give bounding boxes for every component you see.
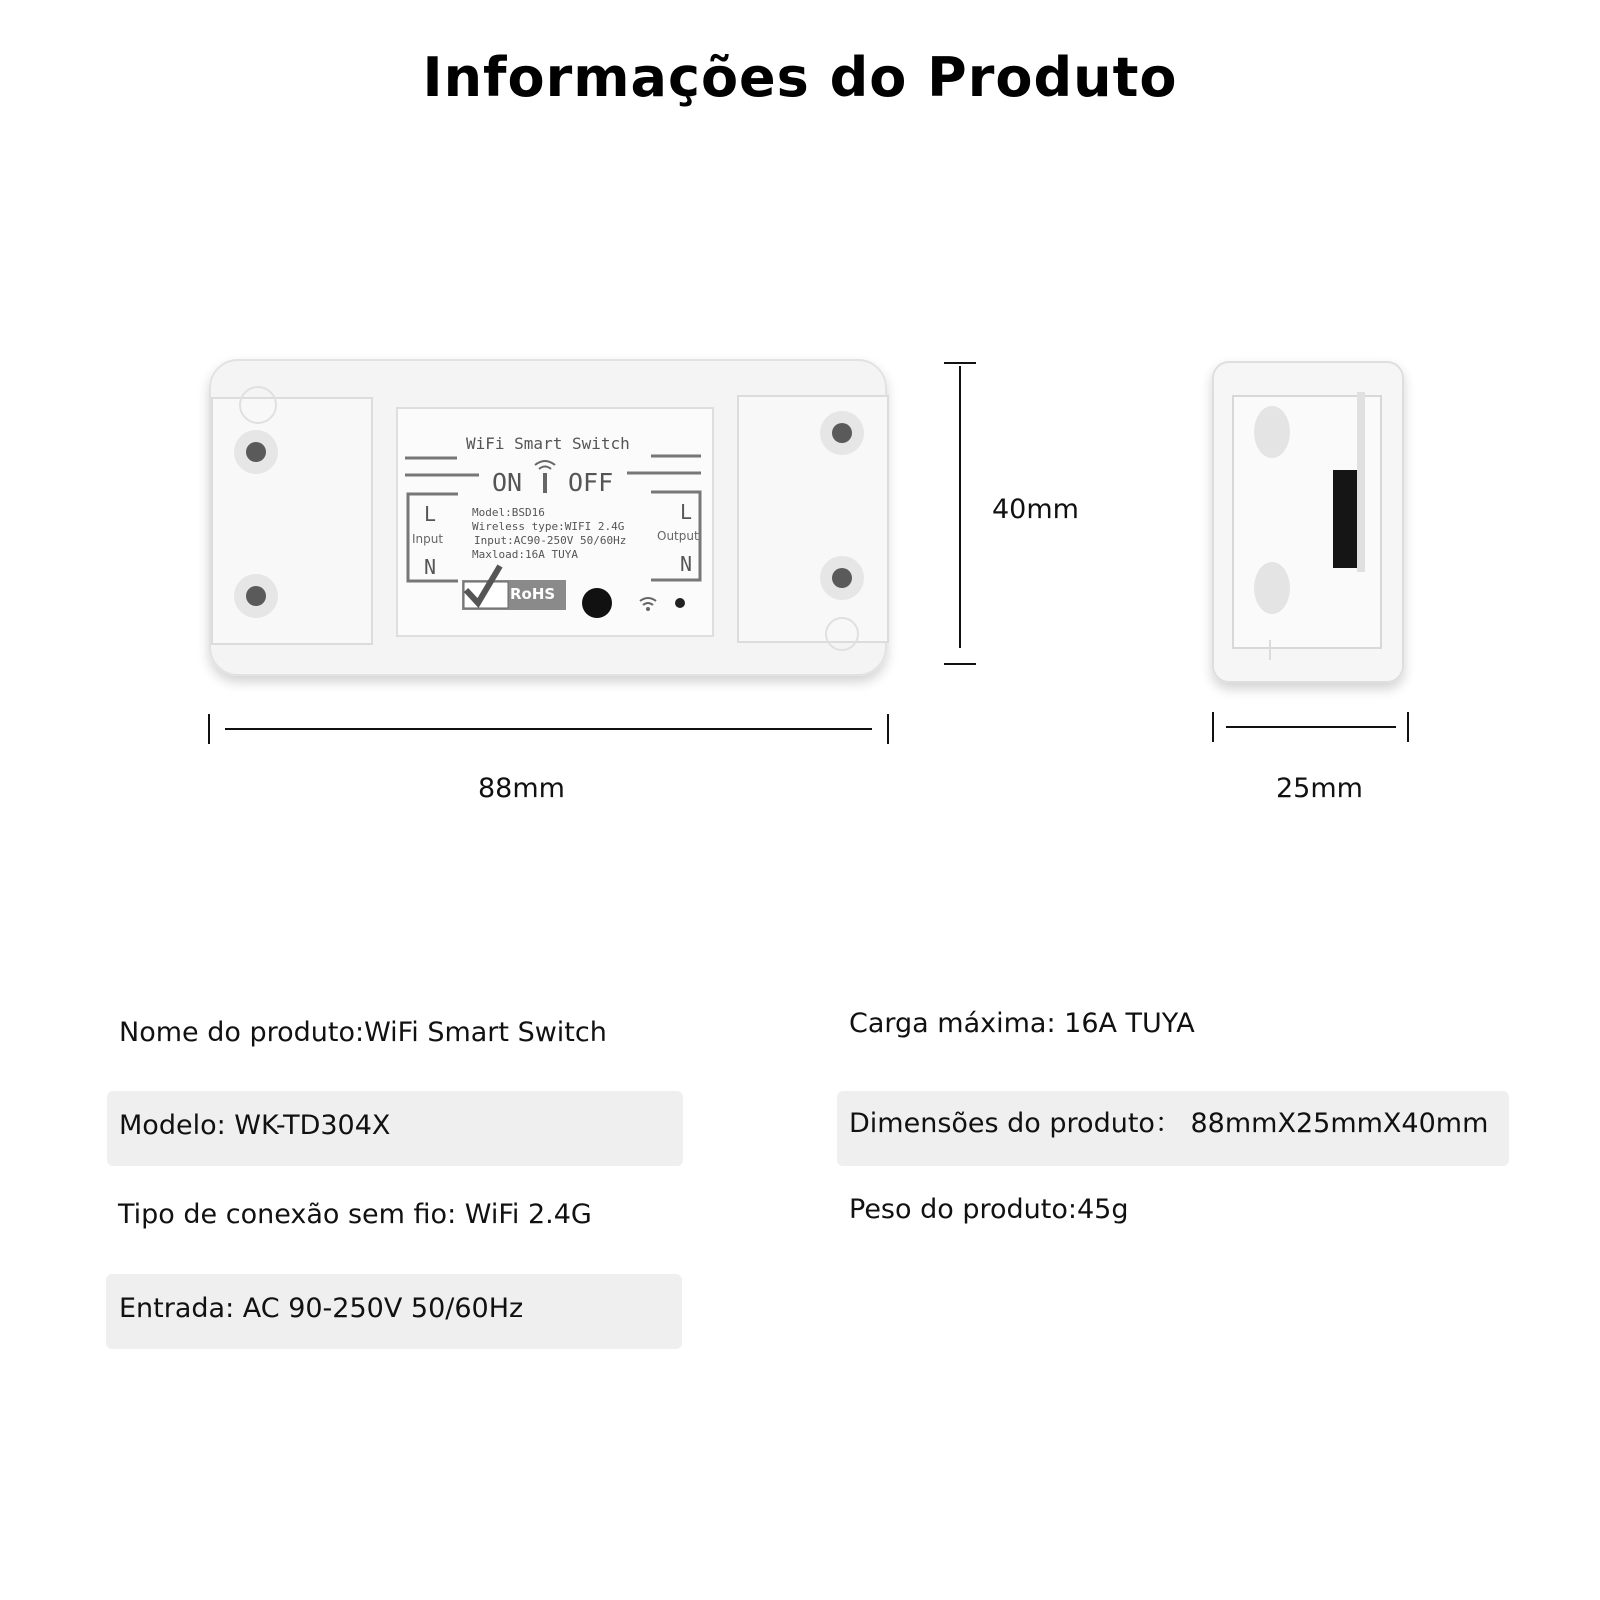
width-dimension-label: 88mm	[478, 773, 565, 804]
label-maxload-line: Maxload:16A TUYA	[472, 548, 578, 561]
left-terminal-bottom: N	[424, 555, 437, 579]
spec-input: Entrada: AC 90-250V 50/60Hz	[119, 1293, 524, 1324]
label-on: ON	[492, 468, 523, 497]
led-indicator	[675, 598, 685, 608]
spec-max-load: Carga máxima: 16A TUYA	[849, 1008, 1195, 1039]
rohs-text: RoHS	[510, 585, 556, 603]
right-end-cap	[738, 396, 888, 642]
left-terminal-caption: Input	[412, 532, 444, 546]
reset-button	[582, 588, 612, 618]
left-end-cap	[212, 398, 372, 644]
spec-wireless-type: Tipo de conexão sem fio: WiFi 2.4G	[118, 1199, 592, 1230]
label-title: WiFi Smart Switch	[466, 434, 630, 453]
label-wireless-line: Wireless type:WIFI 2.4G	[472, 520, 625, 533]
spec-product-name: Nome do produto:WiFi Smart Switch	[119, 1017, 607, 1048]
label-input-line: Input:AC90-250V 50/60Hz	[474, 534, 627, 547]
spec-weight: Peso do produto:45g	[849, 1194, 1129, 1225]
spec-model: Modelo: WK-TD304X	[119, 1110, 391, 1141]
right-terminal-top: L	[680, 500, 693, 524]
left-terminal-top: L	[424, 502, 437, 526]
page-title: Informações do Produto	[422, 46, 1178, 109]
spec-dimensions: Dimensões do produto： 88mmX25mmX40mm	[849, 1108, 1489, 1139]
depth-dimension-label: 25mm	[1276, 773, 1363, 804]
label-model-line: Model:BSD16	[472, 506, 545, 519]
height-dimension-label: 40mm	[992, 494, 1079, 525]
right-terminal-caption: Output	[657, 529, 699, 543]
label-off: OFF	[568, 468, 614, 497]
right-terminal-bottom: N	[680, 552, 693, 576]
